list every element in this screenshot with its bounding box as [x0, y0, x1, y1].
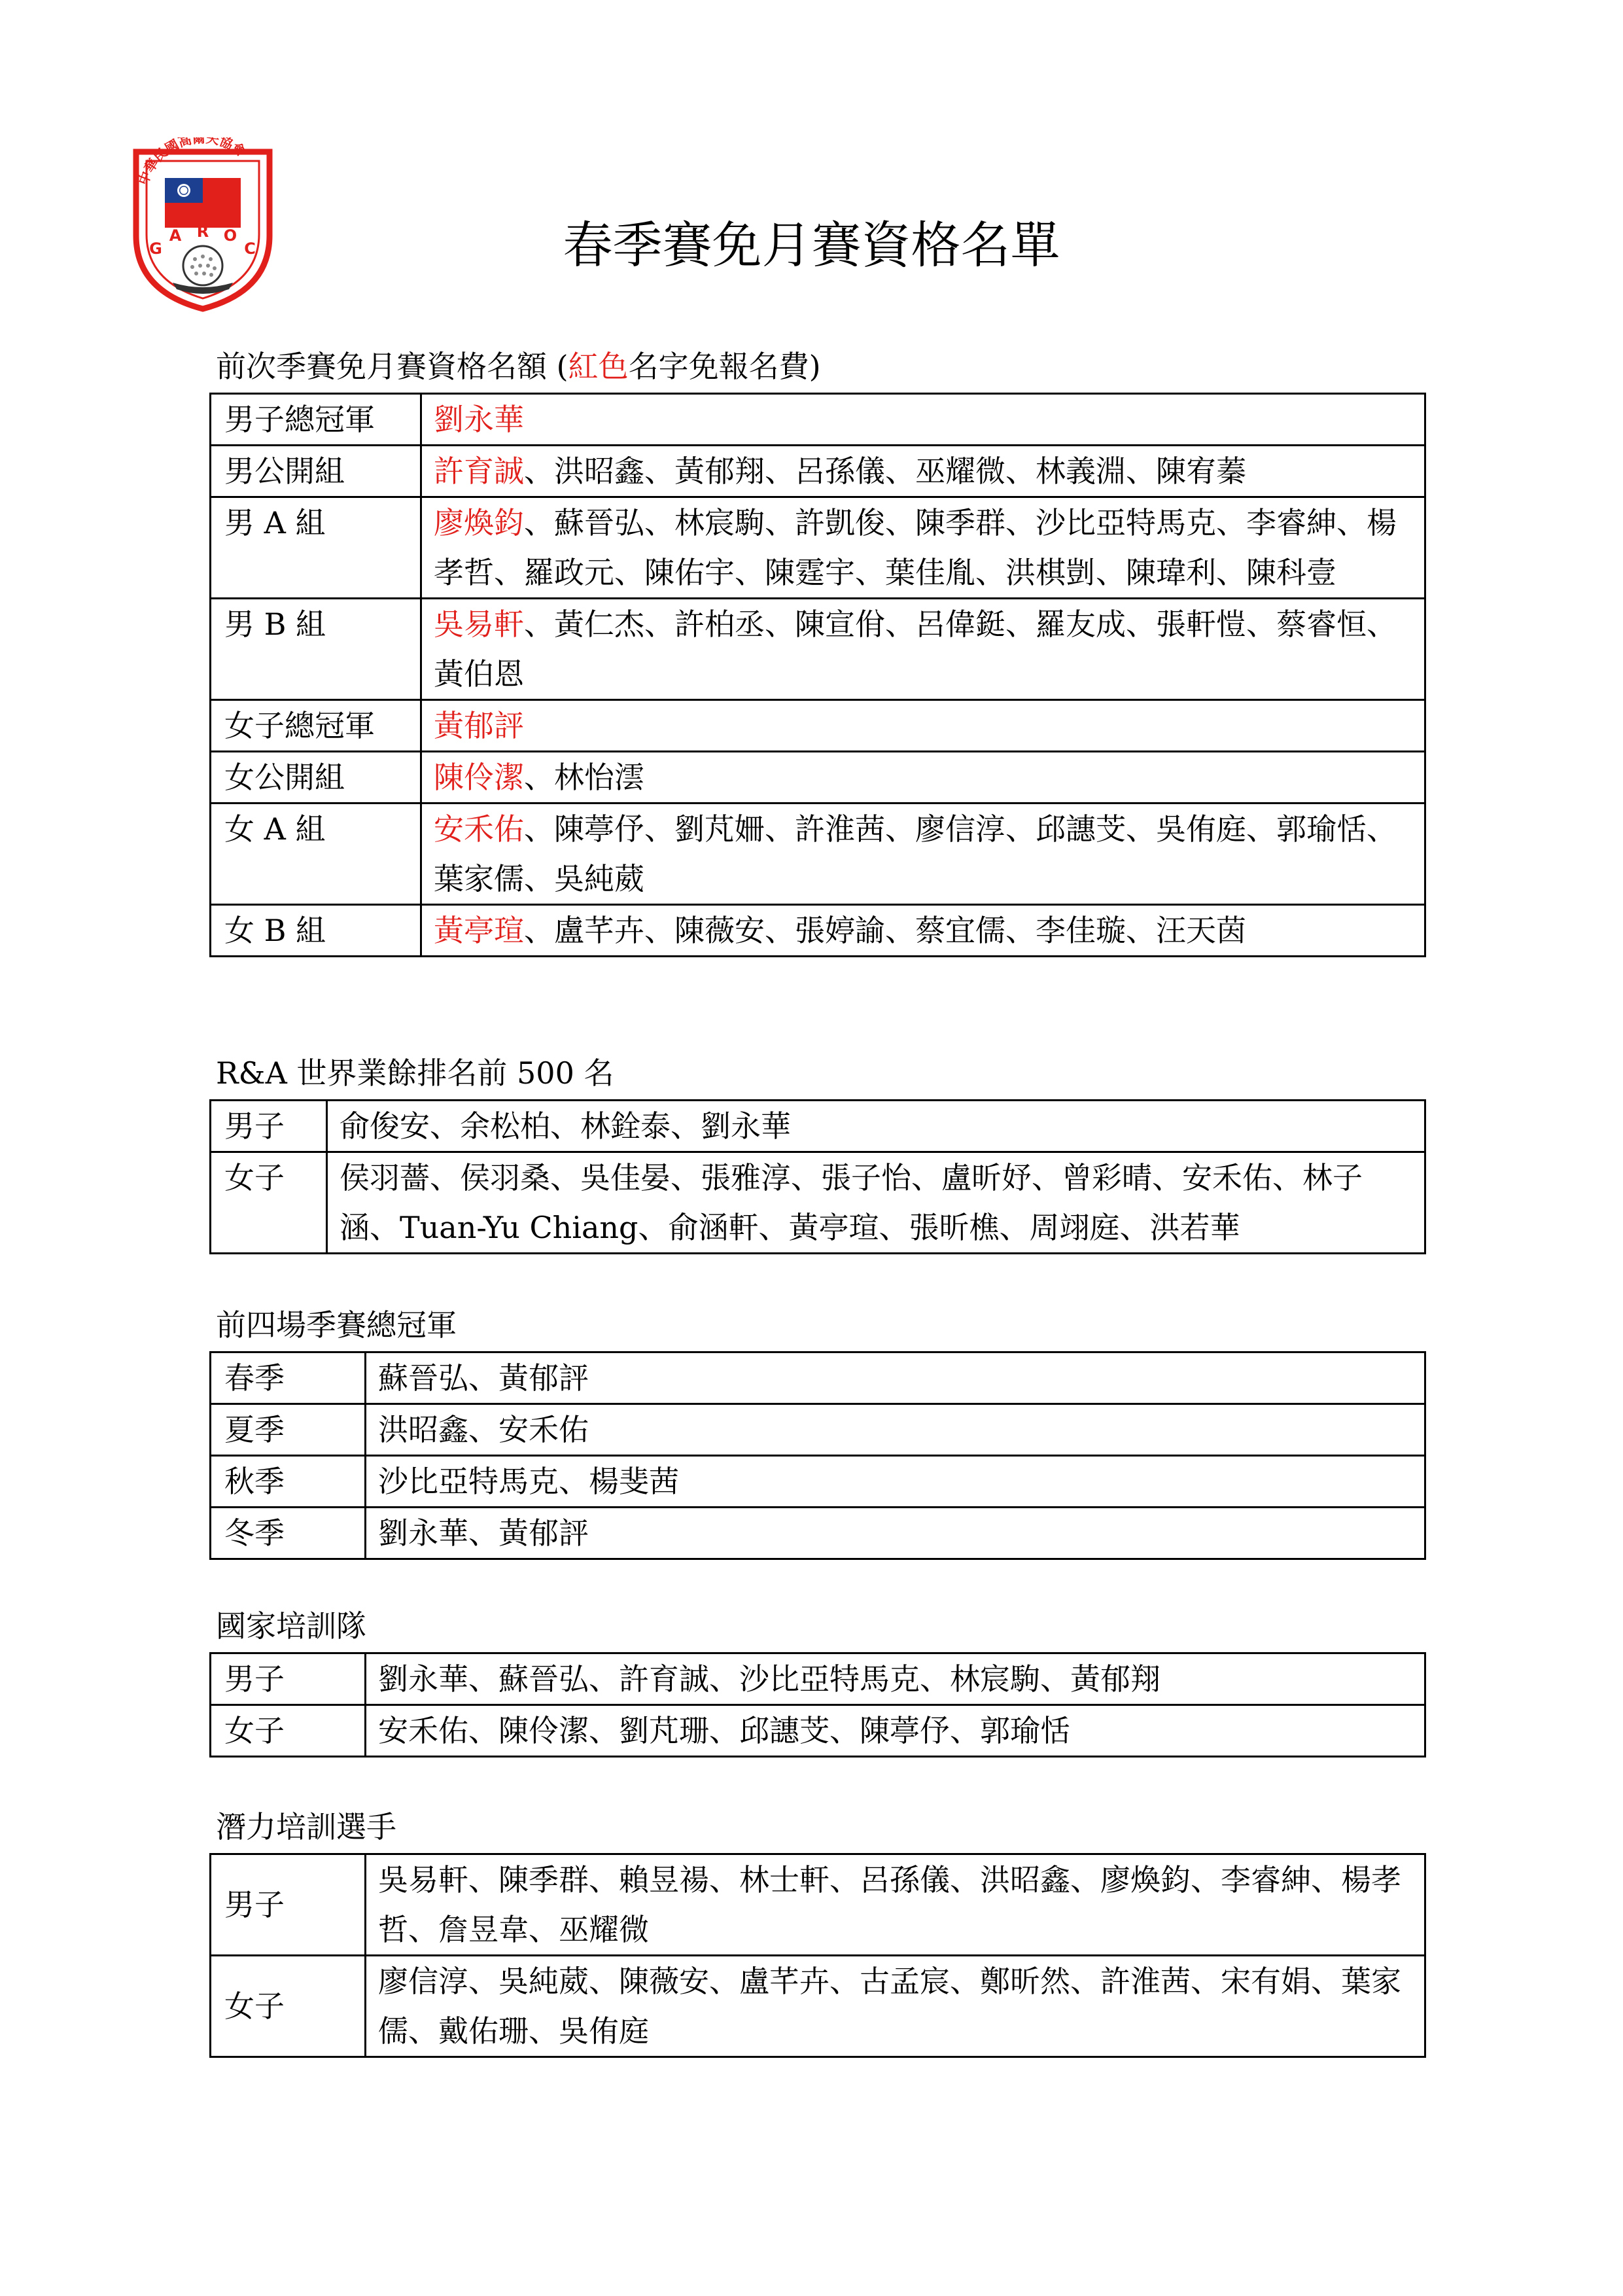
- heading-text: 前次季賽免月賽資格名額 (: [216, 349, 568, 384]
- section-heading: 潛力培訓選手: [216, 1809, 396, 1845]
- row-label: 女子: [211, 1956, 366, 2057]
- row-label: 男子: [211, 1854, 366, 1956]
- row-label: 男公開組: [211, 446, 421, 497]
- row-label: 女子: [211, 1152, 327, 1254]
- free-entry-name: 劉永華: [434, 402, 524, 437]
- table-row: [211, 905, 1425, 957]
- logo-letter-g: G: [149, 239, 162, 258]
- free-entry-name: 黃郁評: [434, 708, 524, 743]
- table-row: [211, 1152, 1425, 1254]
- logo-letter-r: R: [196, 222, 209, 241]
- section-heading: 前四場季賽總冠軍: [216, 1307, 457, 1343]
- row-label: 男子: [211, 1101, 327, 1152]
- row-label: 女子總冠軍: [211, 700, 421, 752]
- heading-text: 名字免報名費): [628, 349, 821, 384]
- row-names: [421, 700, 1425, 752]
- free-entry-name: 安禾佑: [434, 811, 524, 847]
- row-names: 劉永華、黃郁評: [366, 1508, 1425, 1559]
- row-names: 侯羽薔、侯羽桑、吳佳晏、張雅淳、張子怡、盧昕妤、曾彩晴、安禾佑、林子涵、Tuan-Yu Chiang、俞涵軒、黃亭瑄、張昕樵、周翊庭、洪若華: [327, 1152, 1425, 1254]
- section-heading: R&A 世界業餘排名前 500 名: [216, 1055, 614, 1091]
- free-entry-name: 許育誠: [434, 453, 524, 489]
- row-label: 女 B 組: [211, 905, 421, 957]
- table-row: [211, 1854, 1425, 1956]
- heading-red-text: 紅色: [568, 349, 629, 384]
- section-heading: 國家培訓隊: [216, 1608, 366, 1644]
- table-row: [211, 1352, 1425, 1404]
- table-row: [211, 1508, 1425, 1559]
- past-champions-table: [209, 1351, 1426, 1560]
- page-title: 春季賽免月賽資格名單: [563, 216, 1060, 274]
- ra-ranking-table: [209, 1099, 1426, 1254]
- table-row: [211, 599, 1425, 700]
- row-names: [421, 394, 1425, 446]
- section-national-team: [209, 1606, 1426, 1757]
- other-names: 、黃仁杰、許柏丞、陳宣佾、呂偉鋌、羅友成、張軒愷、蔡睿恒、黃伯恩: [434, 607, 1397, 692]
- previous-season-table: [209, 393, 1426, 957]
- table-row: [211, 1101, 1425, 1152]
- row-label: 女子: [211, 1705, 366, 1757]
- row-names: 俞俊安、余松柏、林銓泰、劉永華: [327, 1101, 1425, 1152]
- logo-letter-a: A: [169, 226, 182, 245]
- row-label: 女公開組: [211, 752, 421, 804]
- free-entry-name: 陳伶潔: [434, 760, 524, 795]
- row-names: 劉永華、蘇晉弘、許育誠、沙比亞特馬克、林宸駒、黃郁翔: [366, 1653, 1425, 1705]
- table-row: [211, 1956, 1425, 2057]
- row-label: 男 A 組: [211, 497, 421, 599]
- logo-arc-text: 中華民國高爾夫協會: [135, 137, 249, 187]
- section-ra-ranking: [209, 1053, 1426, 1254]
- row-names: 吳易軒、陳季群、賴昱禓、林士軒、呂孫儀、洪昭鑫、廖煥鈞、李睿紳、楊孝哲、詹昱韋、巫耀微: [366, 1854, 1425, 1956]
- section-previous-season: [209, 347, 1426, 957]
- table-row: [211, 1653, 1425, 1705]
- row-label: 男 B 組: [211, 599, 421, 700]
- row-label: 冬季: [211, 1508, 366, 1559]
- row-names: 沙比亞特馬克、楊斐茜: [366, 1456, 1425, 1508]
- other-names: 、盧芊卉、陳薇安、張婷諭、蔡宜儒、李佳璇、汪天茵: [524, 913, 1246, 948]
- table-row: [211, 804, 1425, 905]
- other-names: 、蘇晉弘、林宸駒、許凱俊、陳季群、沙比亞特馬克、李睿紳、楊孝哲、羅政元、陳佑宇、陳霆宇、葉佳胤、洪棋剴、陳瑋利、陳科壹: [434, 505, 1397, 590]
- table-row: [211, 394, 1425, 446]
- free-entry-name: 吳易軒: [434, 607, 524, 642]
- row-names: [421, 446, 1425, 497]
- row-label: 夏季: [211, 1404, 366, 1456]
- table-row: [211, 700, 1425, 752]
- free-entry-name: 廖煥鈞: [434, 505, 524, 540]
- row-names: [421, 804, 1425, 905]
- table-row: [211, 1404, 1425, 1456]
- row-names: 廖信淳、吳純葳、陳薇安、盧芊卉、古孟宸、鄭昕然、許淮茜、宋有娟、葉家儒、戴佑珊、吳侑庭: [366, 1956, 1425, 2057]
- other-names: 、洪昭鑫、黃郁翔、呂孫儀、巫耀微、林義淵、陳宥蓁: [524, 453, 1246, 489]
- row-label: 秋季: [211, 1456, 366, 1508]
- national-team-table: [209, 1652, 1426, 1757]
- row-names: [421, 905, 1425, 957]
- row-names: 洪昭鑫、安禾佑: [366, 1404, 1425, 1456]
- row-names: [421, 752, 1425, 804]
- other-names: 、林怡澐: [524, 760, 644, 795]
- row-label: 男子: [211, 1653, 366, 1705]
- row-label: 女 A 組: [211, 804, 421, 905]
- table-row: [211, 1456, 1425, 1508]
- section-heading: [209, 347, 1426, 393]
- table-row: [211, 446, 1425, 497]
- table-row: [211, 752, 1425, 804]
- row-names: 蘇晉弘、黃郁評: [366, 1352, 1425, 1404]
- free-entry-name: 黃亭瑄: [434, 913, 524, 948]
- logo-letter-o: O: [223, 226, 237, 245]
- section-potential-trainees: [209, 1807, 1426, 2058]
- row-names: 安禾佑、陳伶潔、劉芃珊、邱譓芠、陳葶伃、郭瑜恬: [366, 1705, 1425, 1757]
- row-names: [421, 599, 1425, 700]
- logo-letter-c: C: [244, 239, 256, 258]
- other-names: 、陳葶伃、劉芃姍、許淮茜、廖信淳、邱譓芠、吳侑庭、郭瑜恬、葉家儒、吳純葳: [434, 811, 1397, 896]
- row-names: [421, 497, 1425, 599]
- potential-trainees-table: [209, 1853, 1426, 2058]
- table-row: [211, 497, 1425, 599]
- row-label: 男子總冠軍: [211, 394, 421, 446]
- section-past-champions: [209, 1305, 1426, 1560]
- row-label: 春季: [211, 1352, 366, 1404]
- table-row: [211, 1705, 1425, 1757]
